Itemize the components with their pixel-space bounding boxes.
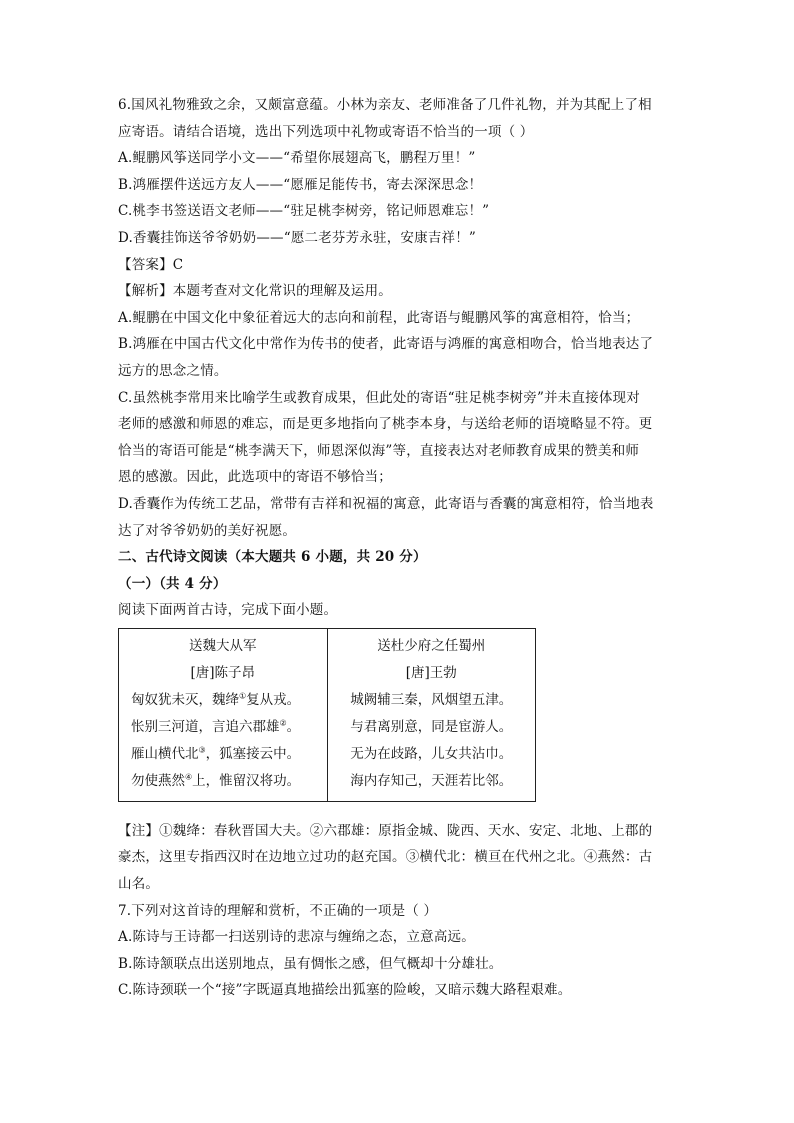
reading-instruction: 阅读下面两首古诗，完成下面小题。 — [118, 602, 338, 619]
analysis-line: C.虽然桃李常用来比喻学生或教育成果，但此处的寄语“驻足桃李树旁”并未直接体现对 — [118, 389, 640, 406]
poem-2-line: 与君离别意，同是宦游人。 — [350, 718, 513, 735]
poem-2-title: 送杜少府之任蜀州 — [377, 637, 486, 654]
section-heading: 二、古代诗文阅读（本大题共 6 小题，共 20 分） — [118, 549, 427, 566]
poem-2-line: 城阙辅三秦，风烟望五津。 — [350, 691, 513, 708]
question-7-option-a: A.陈诗与王诗都一扫送别诗的悲凉与缠绵之态，立意高远。 — [118, 929, 475, 946]
analysis-line: 远方的思念之情。 — [118, 362, 228, 379]
poem-1-line: 匈奴犹未灭，魏绛①复从戎。 — [131, 691, 301, 708]
question-6-option-c: C.桃李书签送语文老师——“驻足桃李树旁，铭记师恩难忘！” — [118, 203, 490, 220]
poem-2-line: 无为在歧路，儿女共沾巾。 — [350, 745, 513, 762]
poem-1-line: 怅别三河道，言追六郡雄②。 — [131, 718, 301, 735]
poem-cell-2 — [327, 628, 536, 801]
poem-table — [118, 628, 536, 802]
question-6-option-b: B.鸿雁摆件送远方友人——“愿雁足能传书，寄去深深思念！ — [118, 176, 483, 193]
document-page — [118, 92, 678, 1004]
analysis-line: A.鲲鹏在中国文化中象征着远大的志向和前程，此寄语与鲲鹏风筝的寓意相符，恰当； — [118, 309, 640, 326]
analysis-line: B.鸿雁在中国古代文化中常作为传书的使者，此寄语与鸿雁的寓意相吻合，恰当地表达了 — [118, 336, 654, 353]
poem-1-line: 雁山横代北③，狐塞接云中。 — [131, 745, 301, 762]
notes-line: 山名。 — [118, 876, 160, 893]
analysis-line: 达了对爷爷奶奶的美好祝愿。 — [118, 522, 297, 539]
poem-1-author: [唐]陈子昂 — [190, 664, 256, 681]
poem-1-line: 勿使燕然④上，惟留汉将功。 — [131, 772, 301, 789]
question-7-stem: 7.下列对这首诗的理解和赏析，不正确的一项是（ ） — [118, 902, 438, 919]
question-6-option-d: D.香囊挂饰送爷爷奶奶——“愿二老芬芳永驻，安康吉祥！” — [118, 229, 477, 246]
analysis-line: D.香囊作为传统工艺品，常带有吉祥和祝福的寓意，此寄语与香囊的寓意相符，恰当地表 — [118, 495, 654, 512]
answer-label: 【答案】C — [118, 256, 184, 273]
analysis-line: 老师的感激和师恩的难忘，而是更多地指向了桃李本身，与送给老师的语境略显不符。更 — [118, 416, 653, 433]
notes-line: 豪杰，这里专指西汉时在边地立过功的赵充国。③横代北：横亘在代州之北。④燕然：古 — [118, 849, 653, 866]
question-6-stem-line-1: 6.国风礼物雅致之余，又颇富意蕴。小林为亲友、老师准备了几件礼物，并为其配上了相 — [118, 97, 652, 113]
question-6-stem-line-2: 应寄语。请结合语境，选出下列选项中礼物或寄语不恰当的一项（ ） — [118, 123, 534, 140]
poem-1-title: 送魏大从军 — [189, 637, 257, 654]
subsection-heading: （一）（共 4 分） — [118, 575, 227, 592]
poem-cell-1 — [119, 628, 328, 801]
poem-2-line: 海内存知己，天涯若比邻。 — [350, 772, 513, 789]
analysis-line: 恰当的寄语可能是“桃李满天下，师恩深似海”等，直接表达对老师教育成果的赞美和师 — [118, 442, 640, 459]
question-6-option-a: A.鲲鹏风筝送同学小文——“希望你展翅高飞，鹏程万里！” — [118, 150, 476, 167]
analysis-line: 恩的感激。因此，此选项中的寄语不够恰当； — [118, 469, 392, 486]
question-7-option-b: B.陈诗颔联点出送别地点，虽有惆怅之感，但气概却十分雄壮。 — [118, 955, 503, 972]
question-7-option-c: C.陈诗颈联一个“接”字既逼真地描绘出狐塞的险峻，又暗示魏大路程艰难。 — [118, 982, 572, 999]
analysis-title: 【解析】本题考查对文化常识的理解及运用。 — [118, 283, 392, 300]
notes-line: 【注】①魏绛：春秋晋国大夫。②六郡雄：原指金城、陇西、天水、安定、北地、上郡的 — [118, 822, 653, 839]
poem-2-author: [唐]王勃 — [405, 664, 457, 681]
